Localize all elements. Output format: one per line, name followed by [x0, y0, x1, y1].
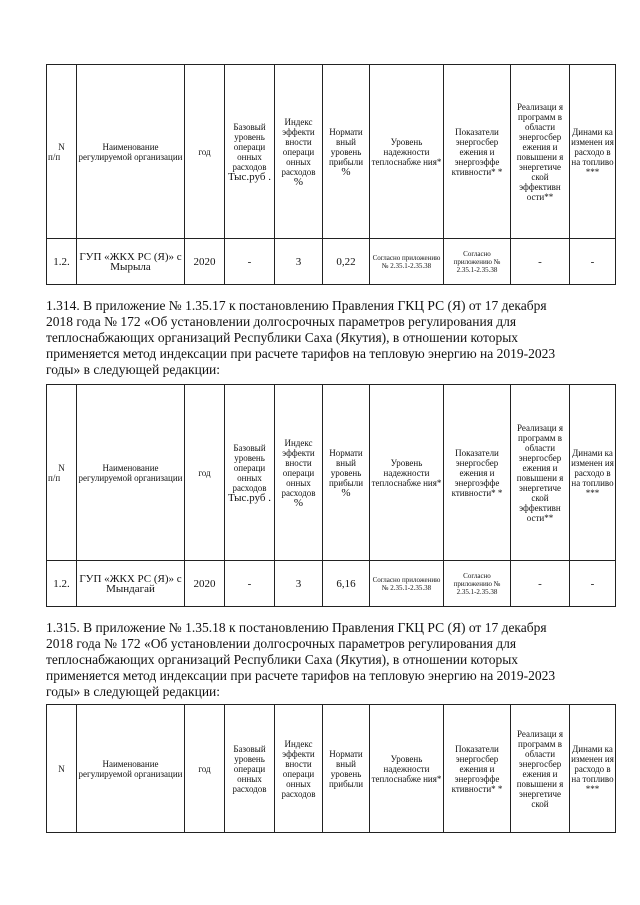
header-name: Наименование регулируемой организации: [77, 705, 185, 833]
header-index: Индекс эффекти вности операци онных расходов %: [275, 65, 323, 239]
header-n: N: [47, 705, 77, 833]
paragraph-line: теплоснабжающих организаций Республики Саха (Якутия), в отношении которых: [46, 652, 519, 667]
header-profit: Нормати вный уровень прибыли: [323, 705, 370, 833]
header-index: Индекс эффекти вности операци онных расходов: [275, 705, 323, 833]
header-energy: Показатели энергосбер ежения и энергоэффе ктивности* *: [444, 65, 511, 239]
row-reliability: Согласно приложению № 2.35.1-2.35.38: [370, 561, 444, 607]
paragraph-1315: [46, 620, 606, 700]
row-program: -: [511, 561, 570, 607]
paragraph-line: 2018 года № 172 «Об установлении долгосрочных параметров регулирования для: [46, 314, 517, 329]
row-reliability: Согласно приложению № 2.35.1-2.35.38: [370, 239, 444, 285]
row-year: 2020: [185, 561, 225, 607]
header-program: Реализаци я программ в области энергосбер ежения и повышени я энергетиче ской эффективн ости**: [511, 385, 570, 561]
table-3: [46, 704, 616, 833]
header-dynamics: Динами ка изменен ия расходо в на топливо ***: [570, 385, 616, 561]
header-base: Базовый уровень операци онных расходов: [225, 705, 275, 833]
row-dynamics: -: [570, 239, 616, 285]
row-index: 3: [275, 239, 323, 285]
header-program: Реализаци я программ в области энергосбер ежения и повышени я энергетиче ской эффективн ости**: [511, 65, 570, 239]
header-year: год: [185, 385, 225, 561]
header-base: Базовый уровень операци онных расходов Тыс.руб .: [225, 65, 275, 239]
row-name: ГУП «ЖКХ РС (Я)» с Мындагай: [77, 561, 185, 607]
header-n: N п/п: [47, 65, 77, 239]
paragraph-line: 2018 года № 172 «Об установлении долгосрочных параметров регулирования для: [46, 636, 517, 651]
header-profit: Нормати вный уровень прибыли %: [323, 65, 370, 239]
row-profit: 0,22: [323, 239, 370, 285]
header-dynamics: Динами ка изменен ия расходо в на топливо ***: [570, 65, 616, 239]
header-program: Реализаци я программ в области энергосбер ежения и повышени я энергетиче ской: [511, 705, 570, 833]
header-reliability: Уровень надежности теплоснабже ния*: [370, 65, 444, 239]
table-header-row: [47, 65, 616, 239]
paragraph-line: годы» в следующей редакции:: [46, 362, 221, 377]
paragraph-line: 1.315. В приложение № 1.35.18 к постановлению Правления ГКЦ РС (Я) от 17 декабря: [46, 620, 547, 635]
table-2: [46, 384, 616, 607]
header-year: год: [185, 705, 225, 833]
table-row: [47, 239, 616, 285]
row-dynamics: -: [570, 561, 616, 607]
header-energy: Показатели энергосбер ежения и энергоэффе ктивности* *: [444, 385, 511, 561]
row-base: -: [225, 239, 275, 285]
header-base: Базовый уровень операци онных расходов Тыс.руб .: [225, 385, 275, 561]
header-profit: Нормати вный уровень прибыли %: [323, 385, 370, 561]
header-name: Наименование регулируемой организации: [77, 385, 185, 561]
paragraph-line: применяется метод индексации при расчете тарифов на тепловую энергию на 2019-2023: [46, 346, 556, 361]
row-index: 3: [275, 561, 323, 607]
table-row: [47, 561, 616, 607]
row-base: -: [225, 561, 275, 607]
header-reliability: Уровень надежности теплоснабже ния*: [370, 385, 444, 561]
row-year: 2020: [185, 239, 225, 285]
row-energy: Согласно приложению № 2.35.1-2.35.38: [444, 561, 511, 607]
row-name: ГУП «ЖКХ РС (Я)» с Мырыла: [77, 239, 185, 285]
header-name: Наименование регулируемой организации: [77, 65, 185, 239]
header-dynamics: Динами ка изменен ия расходо в на топливо ***: [570, 705, 616, 833]
row-num: 1.2.: [47, 239, 77, 285]
row-profit: 6,16: [323, 561, 370, 607]
table-1: [46, 64, 616, 285]
table-header-row: [47, 385, 616, 561]
header-year: год: [185, 65, 225, 239]
row-num: 1.2.: [47, 561, 77, 607]
paragraph-1314: [46, 298, 606, 378]
header-n: N п/п: [47, 385, 77, 561]
paragraph-line: 1.314. В приложение № 1.35.17 к постановлению Правления ГКЦ РС (Я) от 17 декабря: [46, 298, 547, 313]
paragraph-line: теплоснабжающих организаций Республики Саха (Якутия), в отношении которых: [46, 330, 519, 345]
paragraph-line: годы» в следующей редакции:: [46, 684, 221, 699]
header-index: Индекс эффекти вности операци онных расходов %: [275, 385, 323, 561]
table-header-row: [47, 705, 616, 833]
paragraph-line: применяется метод индексации при расчете тарифов на тепловую энергию на 2019-2023: [46, 668, 556, 683]
row-program: -: [511, 239, 570, 285]
row-energy: Согласно приложению № 2.35.1-2.35.38: [444, 239, 511, 285]
header-reliability: Уровень надежности теплоснабже ния*: [370, 705, 444, 833]
header-energy: Показатели энергосбер ежения и энергоэффе ктивности* *: [444, 705, 511, 833]
